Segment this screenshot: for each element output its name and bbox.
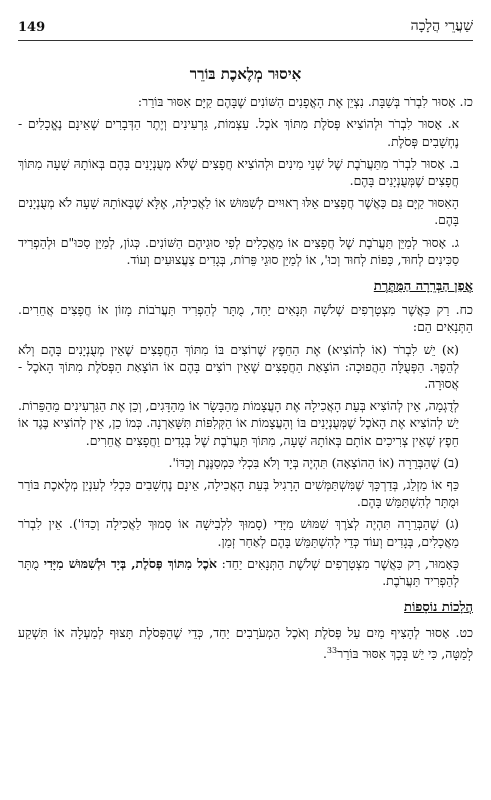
summary-bold-conditions: אֹכֶל מִתּוֹךְ פְּסֹלֶת, בְּיָד וּלְשִׁמּוּשׁ מִיָּדִי [43,555,217,571]
section-heading-additional: הֲלָכוֹת נוֹסָפוֹת [404,600,473,616]
paragraph-27-c: ג. אָסוּר לְמַיֵּן תַּעֲרֹבֶת שֶׁל חֲפָצִים אוֹ מַאֲכָלִים לְפִי סוּגֵיהֶם הַשּׁוֹנִים. כְּגוֹן, לְמַיֵּן סַכּוּ"ם וּלְהַפְרִיד סַכִּינִים לְחוּד, כַּפּוֹת לְחוּד וְכוּ', אוֹ לְמַיֵּן סוּגֵי פֵּרוֹת, בְּגָדִים צַעֲצוּעִים וְעוֹד. [18,234,459,267]
paragraph-28-example: לְדֻגְמָה, אֵין לְהוֹצִיא בְּעֵת הָאֲכִילָה אֶת הָעֲצָמוֹת מֵהַבָּשָׂר אוֹ מֵהַדָּגִים, וְכֵן אֶת הַגַּרְעִינִים מֵהַפֵּרוֹת. יֵשׁ לְהוֹצִיא אֶת הָאֹכֶל שֶׁמְּעֻנְיָנִים בּוֹ וְהָעֲצָמוֹת אוֹ הַקְּלִפּוֹת תִּשָּׁאַרְנָה. כְּמוֹ כֵן, אֵין לְהוֹצִיא בֶּגֶד אוֹ חֵפֶץ שֶׁאֵין צְרִיכִים אוֹתָם בְּאוֹתָהּ שָׁעָה, מִתּוֹךְ תַּעֲרֹבֶת שֶׁל בְּגָדִים וַחֲפָצִים אֲחֵרִים. [18,398,459,448]
page-number: 149 [18,20,46,35]
paragraph-27-a: א. אָסוּר לִבְרֹר וּלְהוֹצִיא פְּסֹלֶת מִתּוֹךְ אֹכֶל. עַצְמוֹת, גַּרְעִינִים וְיֶתֶר הַדְּבָרִים שֶׁאֵינָם נֶאֱכָלִים - נֶחְשָׁבִים פְּסֹלֶת. [18,116,459,149]
paragraph-28-condition-c: (ג) שֶׁהַבְּרֵרָה תִּהְיֶה לְצֹרֶךְ שִׁמּוּשׁ מִיָּדִי (סָמוּךְ לִלְבִישָׁה אוֹ סָמוּךְ לַאֲכִילָה וְכַדּוֹ'). אֵין לִבְרֹר מַאֲכָלִים, בְּגָדִים וְעוֹד כְּדֵי לְהִשְׁתַּמֵּשׁ בָּהֶם לְאַחַר זְמַן. [18,516,459,549]
paragraph-27-b-note: הָאִסּוּר קַיָּם גַּם כַּאֲשֶׁר חֲפָצִים אֵלּוּ רְאוּיִים לְשִׁמּוּשׁ אוֹ לַאֲכִילָה, אֶלָּא שֶׁבְּאוֹתָהּ שָׁעָה לֹא מְעֻנְיָנִים בָּהֶם. [18,195,459,228]
paragraph-28-condition-b: (ב) שֶׁהַבְּרֵרָה (אוֹ הַהוֹצָאָה) תִּהְיֶה בְּיָד וְלֹא בִּכְלִי כִּמְסַנֶּנֶת וְכַדּוֹ'. [168,454,459,470]
paragraph-28: כח. רַק כַּאֲשֶׁר מִצְטָרְפִים שְׁלֹשָׁה תְּנָאִים יַחַד, מֻתָּר לְהַפְרִיד תַּעֲרֹבוֹת מָזוֹן אוֹ חֲפָצִים אֲחֵרִים. הַתְּנָאִים הֵם: [18,302,473,335]
paragraph-28-condition-a: (א) יֵשׁ לִבְרֹר (אוֹ לְהוֹצִיא) אֶת הַחֵפֶץ שֶׁרוֹצִים בּוֹ מִתּוֹךְ הַחֲפָצִים שֶׁאֵין מְעֻנְיָנִים בָּהֶם וְלֹא לְהֵפֶךְ. הַפְּעֻלָּה הַהֲפוּכָה: הוֹצָאַת הַחֲפָצִים שֶׁאֵין רוֹצִים בָּהֶם אוֹ הוֹצָאַת הַפְּסֹלֶת מִתּוֹךְ הָאֹכֶל - אֲסוּרָה. [18,341,459,392]
paragraph-29 [18,624,473,662]
summary-text-end: מֻתָּר לְהַפְרִיד תַּעֲרֹבֶת. [18,555,459,589]
footnote-reference: 33 [326,645,338,655]
running-title: שַׁעֲרֵי הֲלָכָה [410,18,473,34]
paragraph-27: כז. אָסוּר לִבְרֹר בְּשַׁבָּת. נִצְיֵן אֶת הָאֳפָנִים הַשּׁוֹנִים שֶׁבָּהֶם קַיָּם אִסּוּר בּוֹרֵר: [137,94,473,110]
page-title: אִיסוּר מְלֶאכֶת בּוֹרֵר [189,65,302,83]
paragraph-29-end: . [322,645,327,661]
paragraph-27-b: ב. אָסוּר לִבְרֹר מִתַּעֲרֹבֶת שֶׁל שְׁנֵי מִינִים וּלְהוֹצִיא חֲפָצִים שֶׁלֹּא מְעֻנְיָנִים בָּהֶם בְּאוֹתָהּ שָׁעָה מִתּוֹךְ חֲפָצִים שֶׁמְּעֻנְיָנִים בָּהֶם. [18,155,459,189]
header-divider [18,40,473,41]
summary-text-start: כָּאָמוּר, רַק כַּאֲשֶׁר מִצְטָרְפִים שְׁלֹשֶׁת הַתְּנָאִים יַחַד: [216,555,459,571]
paragraph-28-summary [18,555,473,589]
paragraph-28-utensils: כַּף אוֹ מַזְלֵג, בְּדַרְכָּךְ שֶׁמִּשְׁתַּמְּשִׁים הָרָגִיל בְּעֵת הָאֲכִילָה, אֵינָם נֶחְשָׁבִים כִּכְלִי לְעִנְיַן מְלֶאכֶת בּוֹרֵר וּמֻתָּר לְהִשְׁתַּמֵּשׁ בָּהֶם. [18,477,459,510]
main-content [18,66,473,667]
paragraph-29-text: כט. אָסוּר לְהָצִיף מַיִם עַל פְּסֹלֶת וְאֹכֶל הַמְעֹרָבִים יַחַד, כְּדֵי שֶׁהַפְּסֹלֶת תָּצוּף לְמַעְלָה אוֹ תִּשְׁקַע לְמַטָּה, כִּי יֵשׁ בְּכָךְ אִסּוּר בּוֹרֵר [18,625,473,661]
section-heading-permitted: אֳפַן הַבְּרֵרָה הַמֻּתֶּרֶת [373,279,473,295]
page-header [18,18,473,40]
